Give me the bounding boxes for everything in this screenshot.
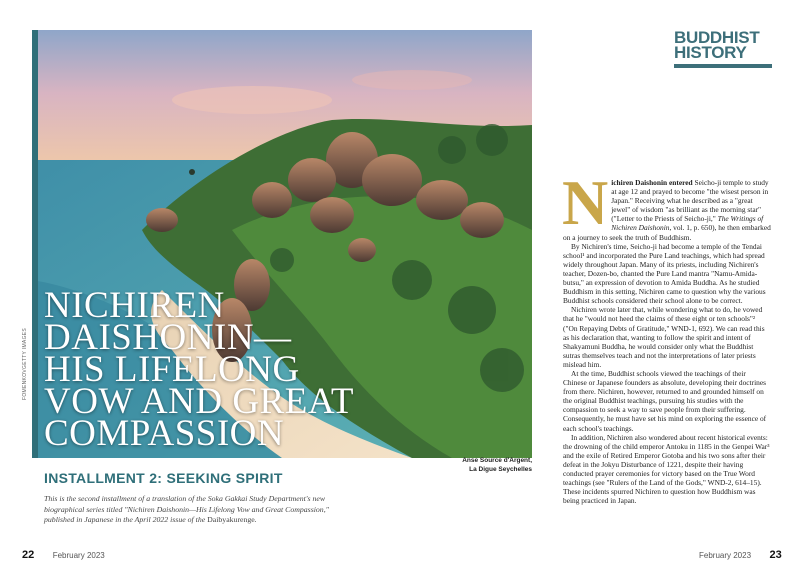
photo-caption	[452, 457, 532, 474]
caption-line: Anse Source d'Argent,	[462, 457, 532, 464]
right-folio	[699, 545, 782, 563]
page-number: 22	[22, 549, 35, 561]
book-title: The Writings of Nichiren Daishonin	[611, 214, 764, 233]
drop-cap: N	[562, 167, 609, 238]
headline-line: COMPASSION	[44, 413, 285, 454]
headline-line: VOW AND GREAT	[44, 381, 355, 422]
paragraph: In addition, Nichiren also wondered about recent historical events: the drowning of the child emperor Antoku in 1185 in the Genpei War³ and the exile of Retired Emperor Gotoba and his two sons after their defeat in the Jokyu Disturbance of 1221, despite their having conducted prayer ceremonies for victory based on the True Word teachings (see "Rulers of the Land of the Gods," WND-2, 614–15). These incidents spurred Nichiren to question how Buddhism was being practiced in Japan.	[563, 432, 770, 506]
paragraph	[562, 167, 771, 242]
lead-in: ichiren Daishonin entered	[611, 178, 693, 187]
text-run: Seicho-ji temple to study at age 12 and prayed to become "the wisest person in Japan." Receiving what he described as a "great jewel" of wisdom "as brilliant as the morning star" ("Letter to the Priests of Seicho-ji,"	[611, 178, 769, 224]
text-run: , vol. 1, p. 650), he then embarked on a journey to seek the truth of Buddhism.	[563, 223, 771, 242]
issue-date: February 2023	[52, 551, 105, 560]
issue-date: February 2023	[699, 551, 752, 560]
headline-line: DAISHONIN—	[44, 317, 292, 358]
section-tag-underline	[674, 64, 772, 68]
paragraph: At the time, Buddhist schools viewed the teachings of their Chinese or Japanese founders as absolute, developing their doctrines from there. Nichiren, however, returned to and grounded himself on the original Buddhist teachings, pursuing his studies with the compassion to seek a way to save people from their suffering. Consequently, he must have set his mind on exploring the essence of each school's teachings.	[563, 368, 767, 433]
intro-part: .	[254, 515, 257, 524]
page-number: 23	[769, 549, 782, 561]
headline-line: NICHIREN	[44, 285, 225, 326]
paragraph: By Nichiren's time, Seicho-ji had become a temple of the Tendai school¹ and incorporated the Pure Land teachings, which had spread widely throughout Japan. Many of its priests, including Nichiren's teacher, Dozen-bo, chanted the Pure Land mantra "Namu-Amida-butsu," an expression of devotion to Amida Buddha. As he studied Buddhism in this setting, Nichiren came to question why the various Buddhist schools considered their school alone to be correct.	[563, 241, 766, 306]
article-headline	[44, 285, 444, 454]
intro-text	[44, 494, 344, 526]
headline-line: HIS LIFELONG	[44, 349, 300, 390]
paragraph: Nichiren wrote later that, while wondering what to do, he vowed that he "would not heed the claims of these eight or ten schools"² ("On Repaying Debts of Gratitude," WND-1, 692). We can read this as his declaration that, wanting to follow the spirit and intent of Shakyamuni Buddha, he would consider only what the Buddhist sutras themselves teach and not the interpretations of later priests mislead him.	[563, 305, 765, 369]
publication-name: Daibyakurenge	[207, 515, 255, 524]
installment-title: INSTALLMENT 2: SEEKING SPIRIT	[44, 470, 283, 486]
accent-bar	[32, 30, 38, 458]
caption-line: La Digue Seychelles	[469, 465, 532, 473]
left-folio	[22, 545, 105, 563]
photo-credit: FOMENKOVGETTY IMAGES	[22, 327, 28, 400]
section-tag-line: BUDDHIST	[674, 28, 760, 47]
intro-part: This is the second installment of a translation of the Soka Gakkai Study Department's new biographical series titled "Nichiren Daishonin—His Lifelong Vow and Great Compassion," published in Japanese in the April 2022 issue of the	[44, 494, 329, 524]
section-tag	[674, 30, 772, 60]
article-body	[562, 167, 771, 506]
section-tag-line: HISTORY	[674, 43, 747, 62]
